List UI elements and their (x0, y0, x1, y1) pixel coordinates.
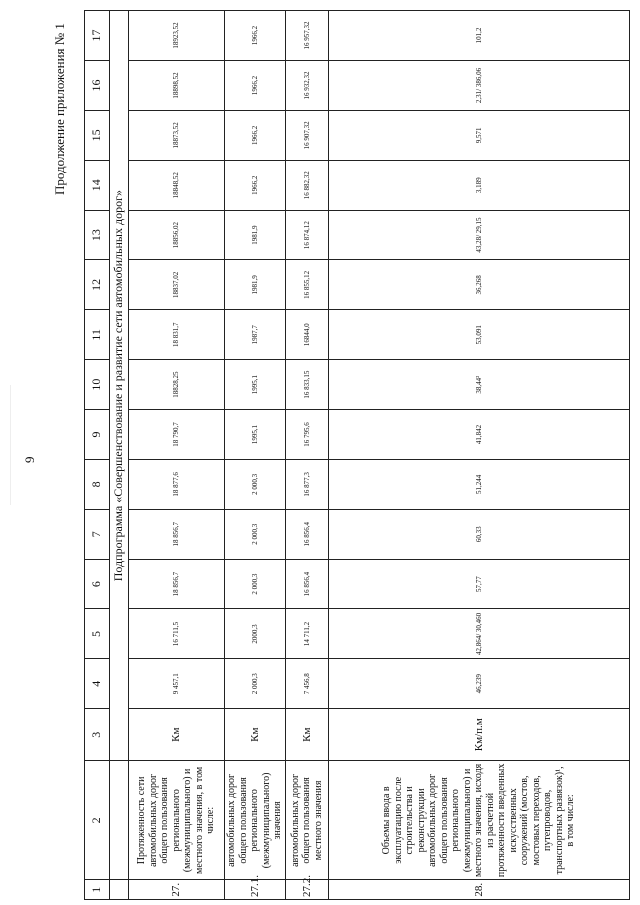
scan-artifact-line (10, 385, 11, 505)
value-cell: 18 831,7 (129, 310, 225, 360)
value-cell: 16 877,3 (286, 459, 329, 509)
subprogram-cell-blank (110, 880, 129, 900)
value-cell: 16 856,4 (286, 509, 329, 559)
value-cell: 1995,1 (225, 410, 286, 460)
value-cell: 2 000,3 (225, 459, 286, 509)
column-number: 5 (85, 609, 110, 659)
value-cell: 16 833,15 (286, 360, 329, 410)
column-number: 11 (85, 310, 110, 360)
value-cell: 16 874,12 (286, 210, 329, 260)
value-cell: 18 790,7 (129, 410, 225, 460)
row-number: 27. (129, 880, 225, 900)
value-cell: 16 907,32 (286, 110, 329, 160)
value-cell: 1966,2 (225, 61, 286, 111)
value-cell: 1966,2 (225, 110, 286, 160)
value-cell: 1966,2 (225, 11, 286, 61)
value-cell: 1987,7 (225, 310, 286, 360)
indicator-name: Объемы ввода в эксплуатацию после строительства и реконструкции автомобильных дорог общего пользования регионального (межмуниципального) и местного значения, исходя из расчетной протяженности введенных искусственных сооружений (мостов, мостовых переходов, путепроводов, транспортных развязок)¹, в том числе: (329, 761, 630, 880)
value-cell: 9 457,1 (129, 659, 225, 709)
value-cell: 9,571 (329, 110, 630, 160)
value-cell: 2 000,3 (225, 509, 286, 559)
row-number: 27.1. (225, 880, 286, 900)
row-number: 27.2. (286, 880, 329, 900)
value-cell: 18898,52 (129, 61, 225, 111)
table-row (286, 11, 329, 900)
column-number: 9 (85, 410, 110, 460)
column-number: 4 (85, 659, 110, 709)
table-row (329, 11, 630, 900)
value-cell: 16 932,32 (286, 61, 329, 111)
table-row (225, 11, 286, 900)
value-cell: 2,31/ 386,06 (329, 61, 630, 111)
value-cell: 7 456,8 (286, 659, 329, 709)
row-number: 28. (329, 880, 630, 900)
column-number: 16 (85, 61, 110, 111)
column-number: 6 (85, 559, 110, 609)
column-number: 14 (85, 160, 110, 210)
value-cell: 53,091 (329, 310, 630, 360)
value-cell: 16 882,32 (286, 160, 329, 210)
value-cell: 18837,02 (129, 260, 225, 310)
value-cell: 3,189 (329, 160, 630, 210)
value-cell: 16 795,6 (286, 410, 329, 460)
unit-cell: Км (225, 709, 286, 761)
column-number: 13 (85, 210, 110, 260)
column-number-row (85, 11, 110, 900)
value-cell: 41,842 (329, 410, 630, 460)
value-cell: 16844,0 (286, 310, 329, 360)
column-number: 12 (85, 260, 110, 310)
page-number: 9 (22, 456, 37, 463)
value-cell: 16 711,5 (129, 609, 225, 659)
unit-cell: Км (286, 709, 329, 761)
column-number: 10 (85, 360, 110, 410)
value-cell: 51,244 (329, 459, 630, 509)
value-cell: 43,28/ 29,15 (329, 210, 630, 260)
value-cell: 101,2 (329, 11, 630, 61)
subprogram-cell-blank (110, 761, 129, 880)
continuation-label: Продолжение приложения № 1 (52, 23, 67, 195)
subprogram-row (110, 11, 129, 900)
column-number: 7 (85, 509, 110, 559)
table-row (129, 11, 225, 900)
unit-cell: Км (129, 709, 225, 761)
subprogram-title: Подпрограмма «Совершенствование и развитие сети автомобильных дорог» (110, 11, 129, 761)
value-cell: 1995,1 (225, 360, 286, 410)
value-cell: 38,44² (329, 360, 630, 410)
value-cell: 2000,3 (225, 609, 286, 659)
value-cell: 1981,9 (225, 260, 286, 310)
value-cell: 36,268 (329, 260, 630, 310)
indicators-table (84, 10, 630, 900)
column-number: 15 (85, 110, 110, 160)
value-cell: 1981,9 (225, 210, 286, 260)
value-cell: 18923,52 (129, 11, 225, 61)
indicator-name: автомобильных дорог общего пользования регионального (межмуниципального) значения (225, 761, 286, 880)
value-cell: 60,33 (329, 509, 630, 559)
value-cell: 2 000,3 (225, 659, 286, 709)
value-cell: 18828,25 (129, 360, 225, 410)
indicator-name: Протяженность сети автомобильных дорог общего пользования регионального (межмуниципального) и местного значения, в том числе: (129, 761, 225, 880)
value-cell: 16 957,32 (286, 11, 329, 61)
column-number: 17 (85, 11, 110, 61)
value-cell: 18848,52 (129, 160, 225, 210)
indicator-name: автомобильных дорог общего пользования местного значения (286, 761, 329, 880)
value-cell: 18 877,6 (129, 459, 225, 509)
column-number: 3 (85, 709, 110, 761)
column-number: 8 (85, 459, 110, 509)
column-number: 1 (85, 880, 110, 900)
value-cell: 18873,52 (129, 110, 225, 160)
value-cell: 1966,2 (225, 160, 286, 210)
value-cell: 2 000,3 (225, 559, 286, 609)
value-cell: 18 856,7 (129, 509, 225, 559)
value-cell: 57,77 (329, 559, 630, 609)
unit-cell: Км/п.м (329, 709, 630, 761)
value-cell: 18856,02 (129, 210, 225, 260)
column-number: 2 (85, 761, 110, 880)
value-cell: 18 856,7 (129, 559, 225, 609)
value-cell: 42,864/ 30,460 (329, 609, 630, 659)
value-cell: 14 711,2 (286, 609, 329, 659)
value-cell: 16 855,12 (286, 260, 329, 310)
value-cell: 46,239 (329, 659, 630, 709)
value-cell: 16 856,4 (286, 559, 329, 609)
